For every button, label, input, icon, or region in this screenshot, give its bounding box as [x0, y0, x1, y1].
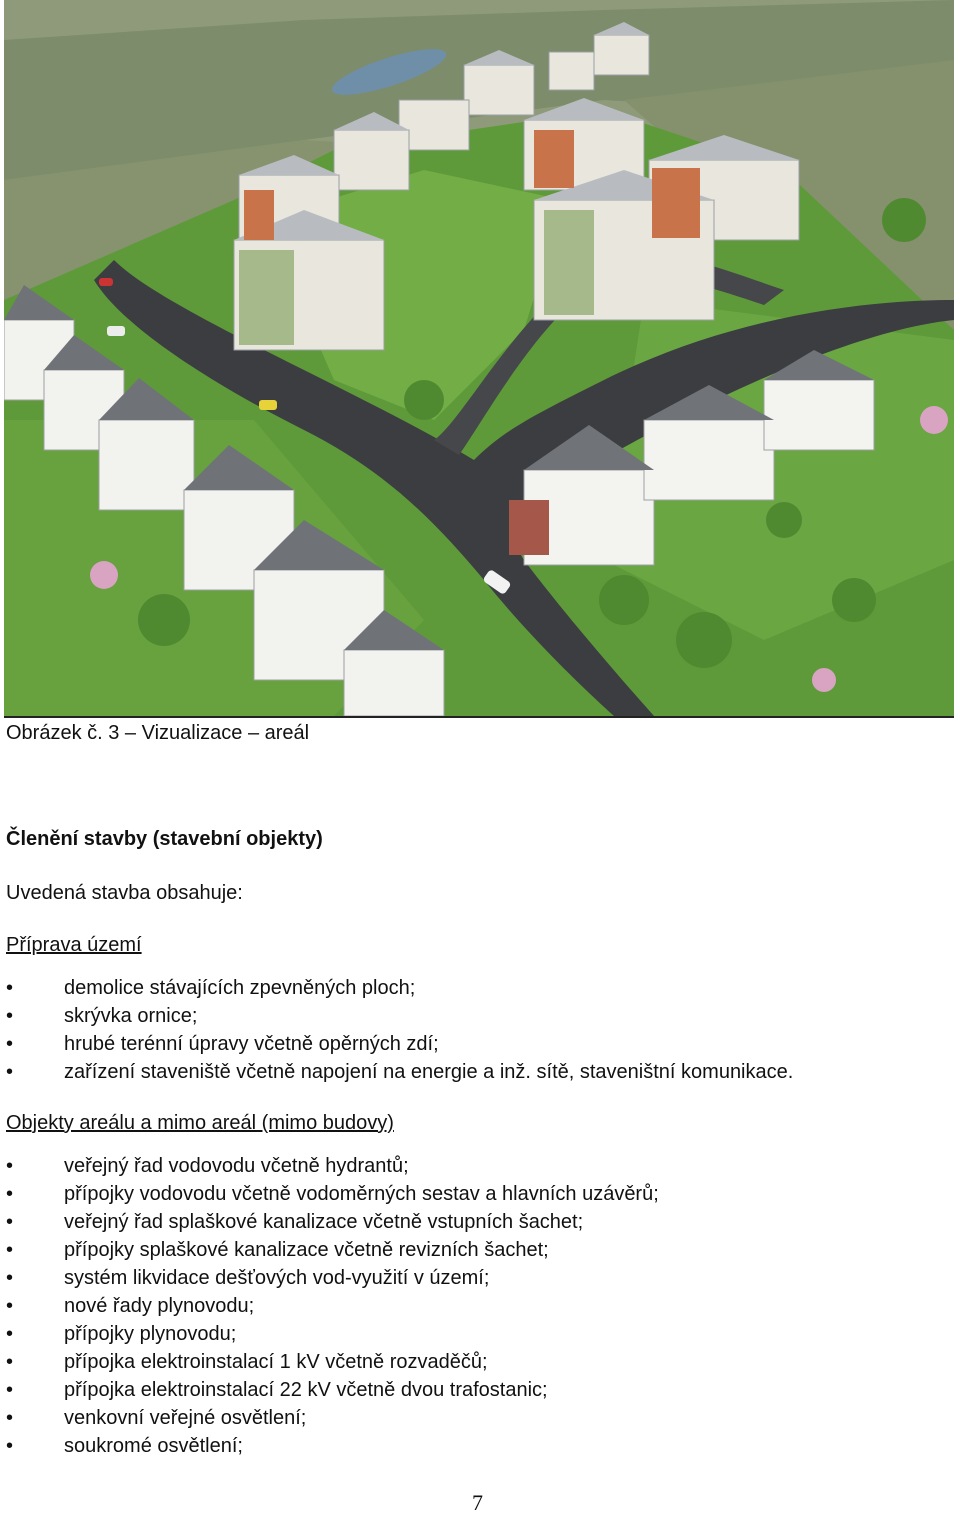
- site-objects-list: [0, 1152, 659, 1460]
- bullet-icon: •: [6, 1435, 14, 1457]
- list-item-text: soukromé osvětlení;: [64, 1435, 243, 1457]
- list-item-text: nové řady plynovodu;: [64, 1295, 255, 1317]
- list-item-text: venkovní veřejné osvětlení;: [64, 1407, 307, 1429]
- list-item: [0, 1236, 659, 1264]
- list-item-text: systém likvidace dešťových vod-využití v území;: [64, 1267, 490, 1289]
- aerial-visualization-image: [4, 0, 954, 716]
- figure-caption: Obrázek č. 3 – Vizualizace – areál: [6, 722, 310, 744]
- list-item: [0, 1264, 659, 1292]
- caption-rule: [4, 716, 954, 718]
- bullet-icon: •: [6, 1379, 14, 1401]
- list-item-text: veřejný řad splaškové kanalizace včetně vstupních šachet;: [64, 1211, 584, 1233]
- intro-paragraph: Uvedená stavba obsahuje:: [6, 882, 243, 904]
- list-item-text: zařízení staveniště včetně napojení na energie a inž. sítě, staveništní komunikace.: [64, 1061, 794, 1083]
- bullet-icon: •: [6, 1407, 14, 1429]
- list-item: [0, 974, 793, 1002]
- bullet-icon: •: [6, 1183, 14, 1205]
- list-item: [0, 1030, 793, 1058]
- bullet-icon: •: [6, 1323, 14, 1345]
- bullet-icon: •: [6, 977, 14, 999]
- page-number: 7: [472, 1490, 483, 1515]
- list-item: [0, 1320, 659, 1348]
- bullet-icon: •: [6, 1061, 14, 1083]
- list-item: [0, 1208, 659, 1236]
- subsection-title-site-preparation: Příprava území: [6, 934, 142, 956]
- list-item: [0, 1292, 659, 1320]
- list-item: [0, 1404, 659, 1432]
- bullet-icon: •: [6, 1239, 14, 1261]
- section-heading: Členění stavby (stavební objekty): [6, 828, 323, 850]
- list-item: [0, 1180, 659, 1208]
- bullet-icon: •: [6, 1155, 14, 1177]
- list-item-text: skrývka ornice;: [64, 1005, 198, 1027]
- list-item-text: přípojka elektroinstalací 22 kV včetně dvou trafostanic;: [64, 1379, 548, 1401]
- site-preparation-list: [0, 974, 793, 1086]
- list-item: [0, 1152, 659, 1180]
- bullet-icon: •: [6, 1295, 14, 1317]
- list-item-text: přípojky plynovodu;: [64, 1323, 237, 1345]
- list-item: [0, 1432, 659, 1460]
- list-item-text: hrubé terénní úpravy včetně opěrných zdí;: [64, 1033, 439, 1055]
- bullet-icon: •: [6, 1033, 14, 1055]
- list-item: [0, 1348, 659, 1376]
- list-item-text: přípojky splaškové kanalizace včetně revizních šachet;: [64, 1239, 549, 1261]
- list-item: [0, 1376, 659, 1404]
- bullet-icon: •: [6, 1211, 14, 1233]
- list-item: [0, 1002, 793, 1030]
- list-item-text: veřejný řad vodovodu včetně hydrantů;: [64, 1155, 409, 1177]
- subsection-title-site-objects: Objekty areálu a mimo areál (mimo budovy): [6, 1112, 394, 1134]
- list-item-text: přípojka elektroinstalací 1 kV včetně rozvaděčů;: [64, 1351, 488, 1373]
- list-item: [0, 1058, 793, 1086]
- bullet-icon: •: [6, 1005, 14, 1027]
- list-item-text: přípojky vodovodu včetně vodoměrných sestav a hlavních uzávěrů;: [64, 1183, 659, 1205]
- bullet-icon: •: [6, 1267, 14, 1289]
- list-item-text: demolice stávajících zpevněných ploch;: [64, 977, 416, 999]
- bullet-icon: •: [6, 1351, 14, 1373]
